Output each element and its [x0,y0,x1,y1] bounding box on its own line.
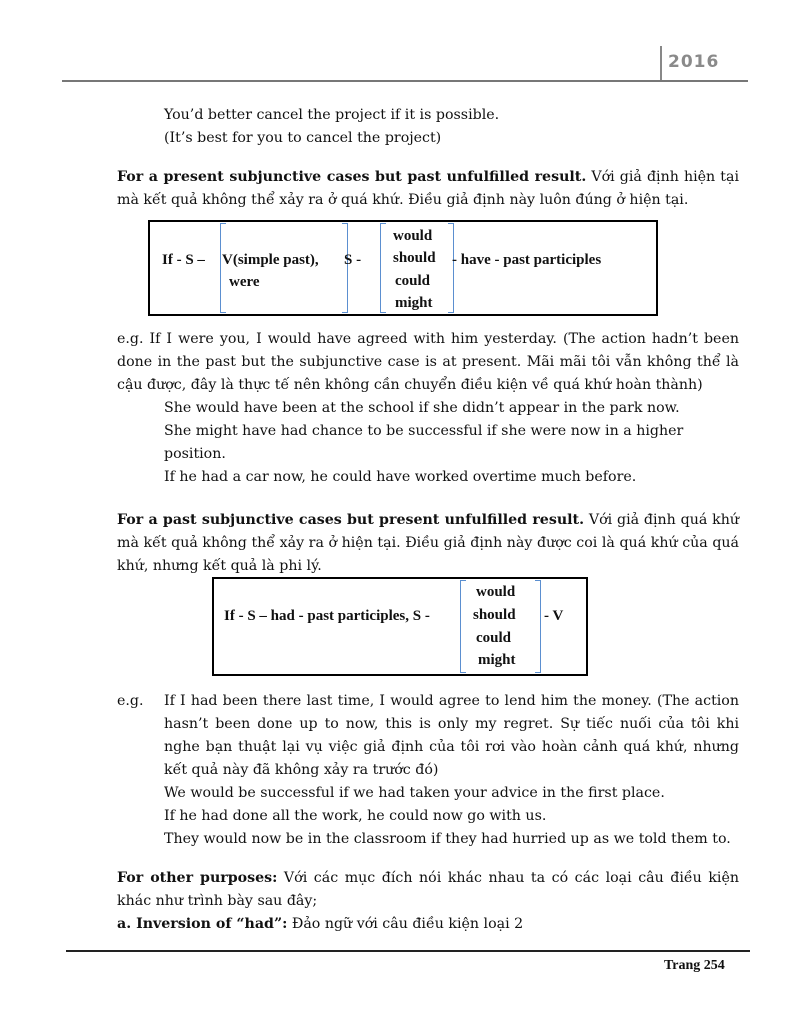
formula1-rest: - have - past participles [452,252,602,268]
formula2-modal: would [476,584,516,600]
section1-example: If he had a car now, he could have worked overtime much before. [164,469,637,485]
section2-desc: Với giả định quá khứ mà kết quả không thể xảy ra ở hiện tại. Điều giả định này được coi là quá khứ của quá khứ, nhưng kết quả là phi lý. [117,512,739,574]
formula2-modal: could [476,630,512,646]
formula1-modal: might [395,295,433,311]
section3-subheading [117,913,739,936]
section2-example: We would be successful if we had taken your advice in the first place. [164,785,665,801]
section3-desc: Với các mục đích nói khác nhau ta có các loại câu điều kiện khác như trình bày sau đây; [117,870,740,909]
formula1-modal: should [393,250,436,266]
section2-example: If he had done all the work, he could now go with us. [164,808,547,824]
section2-title: For a past subjunctive cases but present unfulfilled result. [117,512,585,528]
formula2-modal: might [478,652,516,668]
formula1-s: S - [344,252,362,268]
section3-heading [117,867,739,913]
formula1-modal: could [395,273,431,289]
formula-box-2 [212,577,588,676]
formula1-modal: would [393,228,433,244]
header-rule [62,80,748,82]
section1-heading [117,166,739,212]
formula2-rest: - V [544,608,564,624]
section2-example: They would now be in the classroom if they had hurried up as we told them to. [164,831,731,847]
section1-example: She might have had chance to be successful if she were now in a higher position. [164,423,684,462]
section2-eg-label: e.g. [117,693,144,709]
section3-sub-desc: Đảo ngữ với câu điều kiện loại 2 [287,916,524,932]
formula2-bracket-right [535,580,541,673]
header-year: 2016 [668,52,720,72]
formula2-lead: If - S – had - past participles, S - [224,608,430,624]
section1-example: She would have been at the school if she didn’t appear in the park now. [164,400,680,416]
section1-example-paragraph: e.g. If I were you, I would have agreed with him yesterday. (The action hadn’t been done in the past but the subjunctive case is at present. Mãi mãi tôi vẫn không thể là cậu được, đây là thực tế nên không cần chuyển điều kiện về quá khứ hoàn thành) [117,331,739,393]
formula1-bracket-left-2 [380,223,386,313]
formula-box-1 [148,220,658,316]
formula2-modal: should [473,607,516,623]
formula1-if-s: If - S – [162,252,205,268]
intro-line-1: You’d better cancel the project if it is possible. [164,107,500,123]
intro-line-2: (It’s best for you to cancel the project) [164,130,442,146]
section3-sub-title: a. Inversion of “had”: [117,916,288,932]
section2-example-paragraph: If I had been there last time, I would agree to lend him the money. (The action hasn’t been done up to now, this is only my regret. Sự tiếc nuối của tôi khi nghe bạn thuật lại vụ việc giả định của tôi rơi vào hoàn cảnh quá khứ, nhưng kết quả này đã không xảy ra trước đó) [164,693,739,778]
footer-rule [66,950,750,952]
formula1-were: were [229,274,260,290]
section3-title: For other purposes: [117,870,278,886]
header-divider [660,46,662,80]
page-number: Trang 254 [664,958,725,973]
formula1-v-simple-past: V(simple past), [222,252,319,268]
section1-title: For a present subjunctive cases but past unfulfilled result. [117,169,587,185]
formula2-bracket-left [460,580,466,673]
section2-heading [117,509,739,578]
section1-desc: Với giả định hiện tại mà kết quả không thể xảy ra ở quá khứ. Điều giả định này luôn đúng ở hiện tại. [117,169,739,208]
